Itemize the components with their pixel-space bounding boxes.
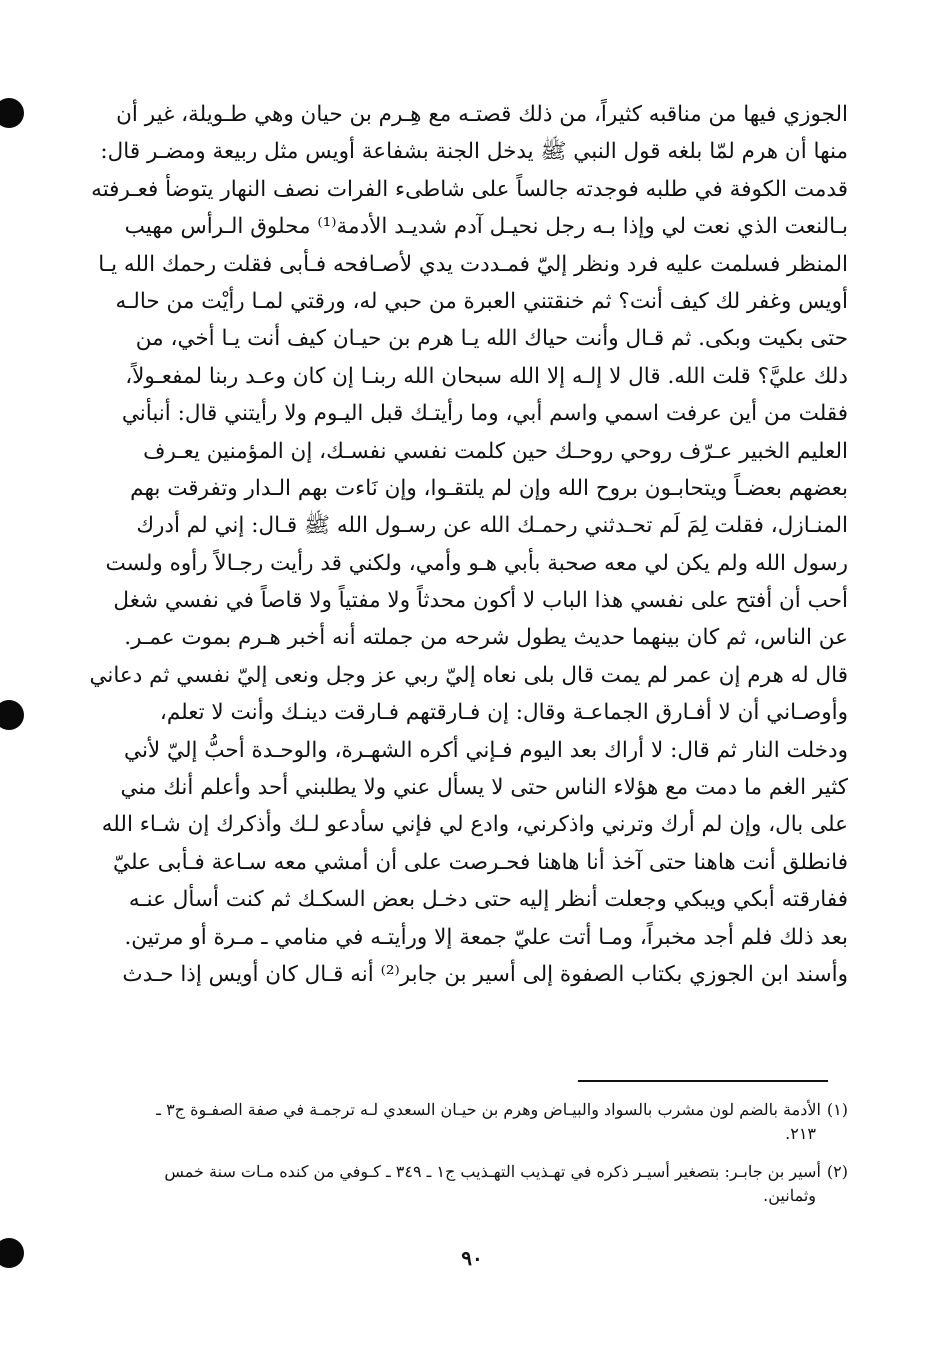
text-line: حتى بكيت وبكى. ثم قـال وأنت حياك الله يـا هرم بن حيـان كيف أنت يـا أخي، من — [135, 326, 848, 352]
text-line: وأسند ابن الجوزي بكتاب الصفوة إلى أسير بن جابر⁽²⁾ أنه قـال كان أويس إذا حـدث — [122, 961, 848, 987]
text-line: فانطلق أنت هاهنا حتى آخذ أنا هاهنا فحـرصت على أن أمشي معه سـاعة فـأبى عليّ — [113, 849, 848, 875]
text-line: فقلت من أين عرفت اسمي واسم أبي، وما رأيتـك قبل اليـوم ولا رأيتني قال: أنبأني — [121, 401, 848, 427]
footnote-line: وثمانين. — [763, 1186, 816, 1205]
text-line: المنظر فسلمت عليه فرد ونظر إليّ فمـددت يدي لأصـافحه فـأبى فقلت رحمك الله يـا — [98, 251, 848, 277]
text-line: منها أن هرم لمّا بلغه قول النبي ﷺ يدخل الجنة بشفاعة أويس مثل ربيعة ومضـر قال: — [100, 139, 848, 165]
footnote-number: (٢) — [826, 1162, 848, 1181]
text-line: قدمت الكوفة في طلبه فوجدته جالساً على شاطىء الفرات نصف النهار يتوضأ فعـرفته — [91, 176, 848, 202]
text-line: كثير الغم ما دمت مع هؤلاء الناس حتى لا يسأل عني ولا يطلبني أحد وأعلم أنك مني — [120, 775, 848, 801]
footnote-number: (١) — [826, 1100, 848, 1119]
text-line: دلك عليَّ؟ قلت الله. قال لا إلـه إلا الله سبحان الله ربنـا إن كان وعـد ربنا لمفعـولاً، — [125, 363, 848, 389]
binder-hole-top — [0, 98, 24, 128]
footnote-1 — [80, 1098, 848, 1146]
footnote-text: أسير بن جابـر: بتصغير أسيـر ذكره في تهـذيب التهـذيب ج١ ـ ٣٤٩ ـ كـوفي من كنده مـات سنة خمس — [164, 1162, 821, 1181]
text-line: وأوصـاني أن لا أفـارق الجماعـة وقال: إن فـارقتهم فـارقت دينـك وأنت لا تعلم، — [159, 700, 848, 726]
text-line: ودخلت النار ثم قال: لا أراك بعد اليوم فـإني أكره الشهـرة، والوحـدة أحبُّ إليّ لأني — [124, 737, 848, 763]
footnote-line — [80, 1098, 848, 1122]
footnote-divider — [578, 1080, 828, 1082]
text-line: على بال، وإن لم أرك وترني واذكرني، وادع لي فإني سأدعو لـك وأذكرك إن شـاء الله — [101, 812, 848, 838]
text-line: بعد ذلك فلم أجد مخبراً، ومـا أتت عليّ جمعة إلا ورأيتـه في منامي ـ مـرة أو مرتين. — [124, 924, 848, 950]
footnote-2 — [80, 1160, 848, 1208]
text-line: بعضهم بعضـاً ويتحابـون بروح الله وإن لم يلتقـوا، وإن نَاءت بهم الـدار وتفرقت بهم — [130, 475, 848, 501]
text-line: الجوزي فيها من مناقبه كثيراً، من ذلك قصتـه مع هِـرم بن حيان وهي طـويلة، غير أن — [116, 102, 848, 127]
main-text — [80, 96, 848, 993]
text-line: رسول الله ولم يكن لي معه صحبة بأبي هـو وأمي، ولكني قد رأيت رجـالاً رأوه ولست — [105, 550, 848, 576]
footnote-text: الأدمة بالضم لون مشرب بالسواد والبيـاض وهرم بن حيـان السعدي لـه ترجمـة في صفة الصفـوة ج٣ ـ — [156, 1100, 821, 1119]
binder-hole-middle — [0, 700, 24, 730]
text-line: أحب أن أفتح على نفسي هذا الباب لا أكون محدثاً ولا مفتياً ولا قاصاً في نفسي شغل — [113, 588, 848, 614]
text-line: ففارقته أبكي ويبكي وجعلت أنظر إليه حتى دخـل بعض السكـك ثم كنت أسأل عنـه — [128, 887, 848, 913]
text-line: العليم الخبير عـرّف روحي روحـك حين كلمت نفسي نفسـك، إن المؤمنين يعـرف — [143, 438, 848, 464]
text-line: قال له هرم إن عمر لم يمت قال بلى نعاه إليّ ربي عز وجل ونعى إليّ نفسي ثم دعاني — [89, 662, 848, 688]
footnote-line — [80, 1160, 848, 1184]
text-line: المنـازل، فقلت لِمَ لَم تحـدثني رحمـك الله عن رسـول الله ﷺ قـال: إني لم أدرك — [136, 513, 848, 539]
page-number: ٩٠ — [461, 1246, 483, 1270]
footnote-line: ٢١٣. — [785, 1124, 816, 1143]
text-line: بـالنعت الذي نعت لي وإذا بـه رجل نحيـل آدم شديـد الأدمة⁽¹⁾ محلوق الـرأس مهيب — [124, 214, 848, 240]
text-line: أويس وغفر لك كيف أنت؟ ثم خنقتني العبرة من حبي له، ورقتي لمـا رأيْت من حالـه — [115, 288, 848, 314]
text-line: عن الناس، ثم كان بينهما حديث يطول شرحه من جملته أنه أخبر هـرم بموت عمـر. — [124, 625, 848, 651]
footnotes — [80, 1098, 848, 1222]
